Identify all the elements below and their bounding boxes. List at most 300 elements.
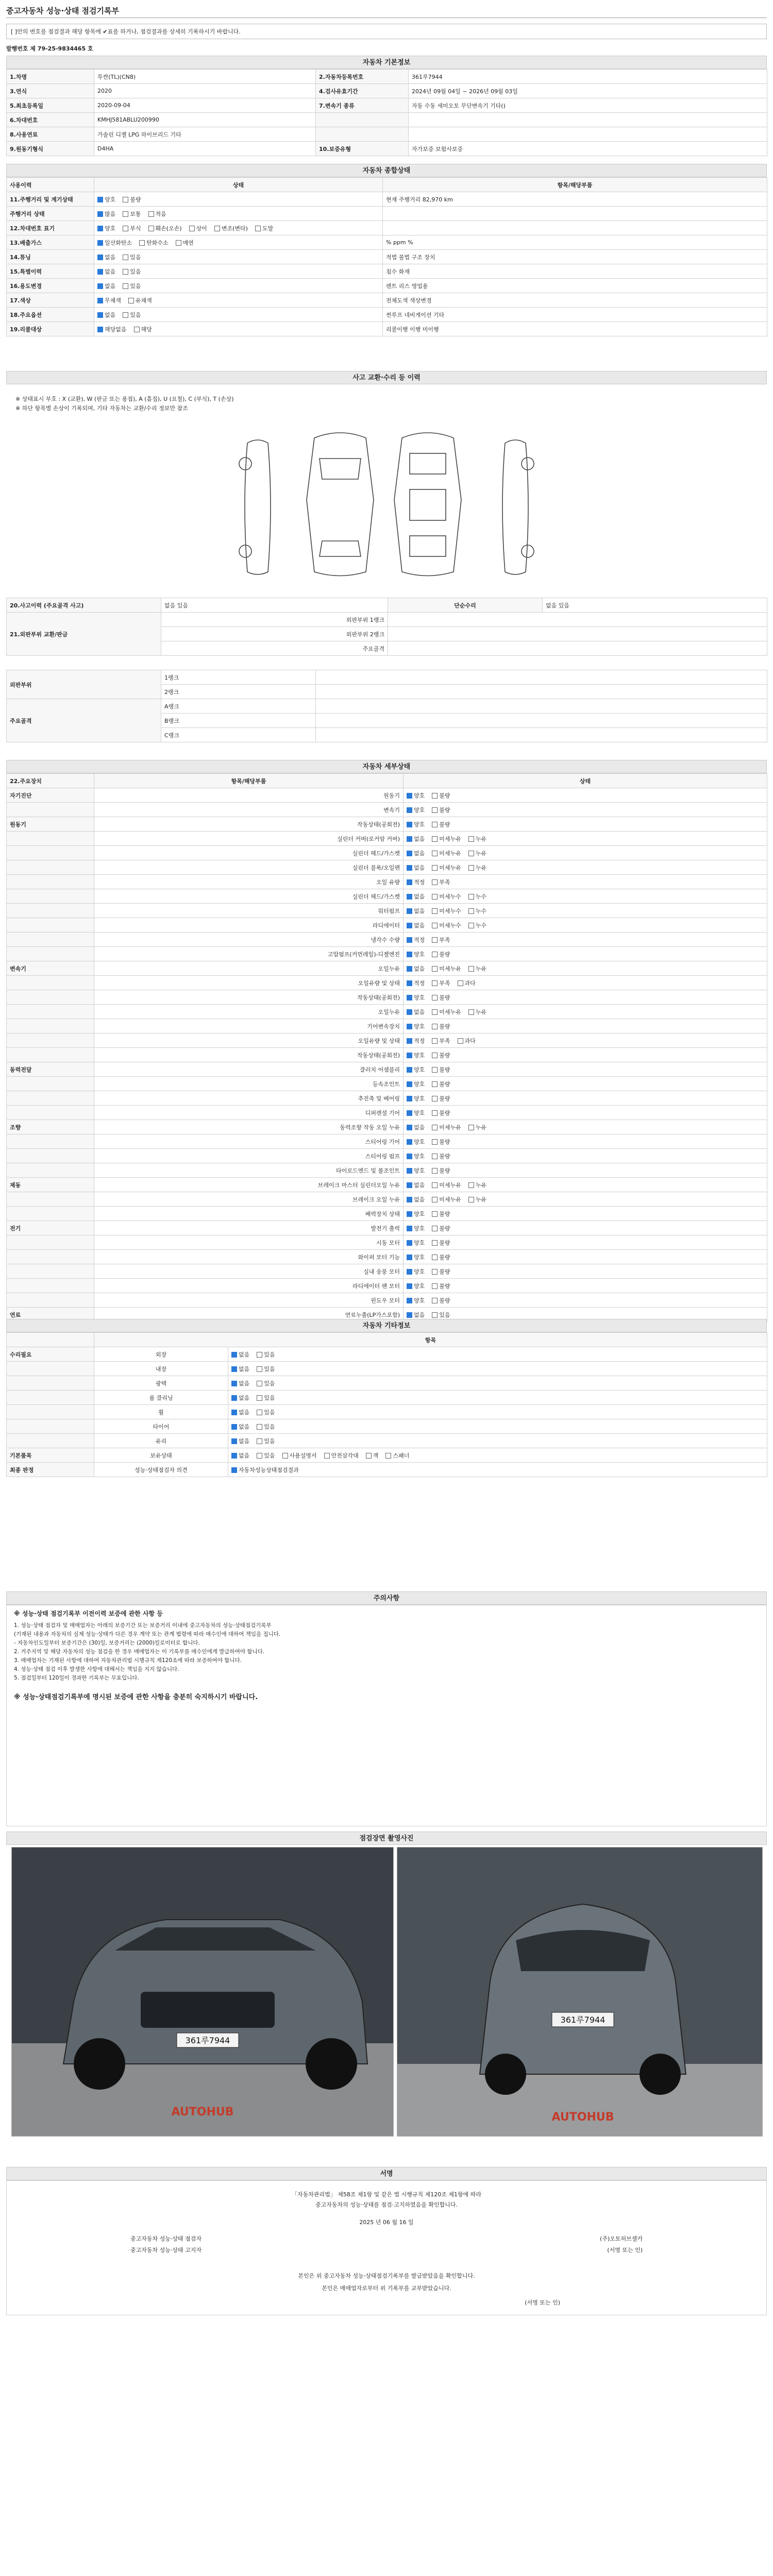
other-group [7,1391,94,1405]
frame-label: 주요골격 [161,641,388,656]
detail-row [7,875,767,889]
basic-label: 9.원동기형식 [7,142,94,156]
receiver-sign: (서명 또는 인) [525,2299,560,2306]
overall-label: 18.주요옵션 [7,308,94,322]
detail-status: 양호 불량 [404,1077,767,1091]
detail-item: 디퍼렌셜 기어 [94,1106,404,1120]
overall-detail: 렌트 리스 영업용 [383,279,767,293]
detail-row [7,1207,767,1221]
detail-row [7,1192,767,1207]
detail-item: 작동상태(공회전) [94,817,404,832]
detail-item: 기어변속장치 [94,1019,404,1033]
detail-status: 없음 미세누수 누수 [404,889,767,904]
basic-value2: 자가보증 보험사보증 [409,142,767,156]
detail-row [7,1149,767,1163]
basic-info-table [6,69,767,156]
detail-item: 스티어링 기어 [94,1134,404,1149]
detail-row [7,846,767,860]
detail-table [6,773,767,1322]
detail-status: 양호 불량 [404,1134,767,1149]
overall-row [7,192,767,207]
detail-group: 전기 [7,1221,94,1235]
notes-warning: ※ 성능·상태점검기록부에 명시된 보증에 관한 사항을 충분히 숙지하시기 바랍니다. [14,1693,258,1701]
car-right-side [502,440,528,574]
overall-status: 많음 보통 적음 [94,207,383,221]
detail-row [7,933,767,947]
detail-row [7,1235,767,1250]
frame-rear [410,536,446,556]
detail-group [7,803,94,817]
detail-row [7,832,767,846]
photo-front-scene [12,1848,393,2136]
detail-status: 없음 미세누유 누유 [404,1005,767,1019]
other-item: 룸 클리닝 [94,1391,228,1405]
other-row [7,1463,767,1477]
other-item: 유리 [94,1434,228,1448]
accident-label: 20.사고이력 (주요골격 사고) [7,598,161,613]
windshield-top [320,459,361,479]
inspector-name: (주)오토허브셀카 [600,2235,643,2242]
detail-row [7,947,767,961]
section-basic-header: 자동차 기본정보 [6,56,767,69]
detail-row [7,990,767,1005]
rear-brand-text: AUTOHUB [551,2111,614,2124]
detail-item: 라디에이터 [94,918,404,933]
detail-group [7,1207,94,1221]
detail-status: 양호 불량 [404,1279,767,1293]
detail-status: 없음 미세누유 누유 [404,961,767,976]
section-notes-header: 주의사항 [6,1591,767,1605]
other-value: 없음 있음 [228,1376,767,1391]
detail-row [7,1062,767,1077]
basic-row [7,127,767,142]
rear-glass-top [320,541,361,556]
detail-item: 브레이크 오일 누유 [94,1192,404,1207]
overall-status: 양호 부식 훼손(오손) 상이 변조(변타) 도말 [94,221,383,235]
overall-detail: 리콜이행 이행 미이행 [383,322,767,336]
overall-label: 12.차대번호 표기 [7,221,94,235]
basic-label: 1.차명 [7,70,94,84]
overall-label: 19.리콜대상 [7,322,94,336]
basic-label2: 7.변속기 종류 [316,98,409,113]
basic-value: 2020-09-04 [94,98,316,113]
detail-row [7,904,767,918]
detail-row [7,1178,767,1192]
detail-status: 양호 불량 [404,1250,767,1264]
detail-row [7,961,767,976]
detail-item: 시동 모터 [94,1235,404,1250]
detail-row [7,1048,767,1062]
other-item: 외장 [94,1347,228,1362]
section-detail-header: 자동차 세부상태 [6,760,767,773]
photo-rear-scene [397,1848,762,2136]
detail-group [7,1033,94,1048]
receive-text: 본인은 위 중고자동차 성능·상태점검기록부를 발급받았음을 확인합니다. [298,2273,475,2279]
basic-label: 3.연식 [7,84,94,98]
detail-group [7,1091,94,1106]
detail-item: 원동기 [94,788,404,803]
detail-item: 동력조향 작동 오일 누유 [94,1120,404,1134]
overall-label: 13.배출가스 [7,235,94,250]
other-item: 휠 [94,1405,228,1419]
other-value: 없음 있음 [228,1419,767,1434]
exchange-detail-table: 외판부위 1랭크 2랭크 주요골격 A랭크 B랭크 C랭크 [6,670,767,742]
basic-label2: 2.자동차등록번호 [316,70,409,84]
detail-status: 적정 부족 과다 [404,1033,767,1048]
notes-line: 5. 점검일부터 120일이 경과한 기록부는 무효입니다. [14,1675,139,1681]
detail-status: 없음 있음 [404,1308,767,1322]
detail-item: 클러치 어셈블리 [94,1062,404,1077]
inspection-photo-rear [397,1847,763,2137]
detail-group: 자기진단 [7,788,94,803]
notes-line: 4. 성능·상태 점검 이후 발생한 사항에 대해서는 책임을 지지 않습니다. [14,1666,179,1672]
detail-group [7,933,94,947]
detail-row [7,1163,767,1178]
exterior-label: 외판부위 [7,670,161,699]
damage-legend [15,395,234,413]
detail-group [7,947,94,961]
detail-item: 윈도우 모터 [94,1293,404,1308]
basic-row [7,84,767,98]
rear-plate-text: 361루7944 [560,2015,606,2025]
notifier-label: 중고자동차 성능·상태 고지자 [130,2247,202,2253]
inspector-label: 중고자동차 성능·상태 점검자 [130,2235,202,2242]
detail-group [7,1005,94,1019]
accident-table [6,598,767,656]
car-frame-view [394,433,461,576]
other-value: 없음 있음 [228,1362,767,1376]
detail-item: 타이로드엔드 및 볼조인트 [94,1163,404,1178]
detail-item: 등속조인트 [94,1077,404,1091]
detail-row [7,1091,767,1106]
detail-status: 양호 불량 [404,1106,767,1120]
detail-group [7,1048,94,1062]
detail-item: 스티어링 펌프 [94,1149,404,1163]
detail-item: 와이퍼 모터 기능 [94,1250,404,1264]
detail-status: 없음 미세누유 누유 [404,832,767,846]
overall-detail [383,221,767,235]
section-sign-header: 서명 [6,2167,767,2180]
detail-status: 양호 불량 [404,1048,767,1062]
other-row [7,1347,767,1362]
detail-status: 양호 불량 [404,1207,767,1221]
overall-status: 없음 있음 [94,279,383,293]
section-damage-header: 사고 교환·수리 등 이력 [6,371,767,384]
detail-row [7,1120,767,1134]
other-value: 없음 있음 [228,1434,767,1448]
other-group [7,1419,94,1434]
wheel-rear-right [522,545,534,557]
basic-value: KMHJ581ABLU200990 [94,113,316,127]
accident-value: 없음 있음 [161,598,388,613]
detail-status: 양호 불량 [404,1221,767,1235]
basic-value2: 자동 수동 세미오토 무단변속기 기타() [409,98,767,113]
detail-group: 제동 [7,1178,94,1192]
overall-row [7,235,767,250]
notes-line: (기재된 내용과 자동차의 실제 성능·상태가 다른 경우 계약 또는 관계 법령에 따라 매수인에 대하여 책임을 집니다. [14,1631,281,1637]
detail-row [7,817,767,832]
overall-status: 없음 있음 [94,308,383,322]
other-item: 타이어 [94,1419,228,1434]
detail-status: 양호 불량 [404,947,767,961]
basic-row [7,113,767,127]
detail-group [7,860,94,875]
detail-group [7,846,94,860]
overall-label: 15.특별이력 [7,264,94,279]
wheel-rear-left [239,545,251,557]
detail-group [7,904,94,918]
overall-status: 일산화탄소 탄화수소 매연 [94,235,383,250]
overall-col-usage: 사용이력 [7,178,94,192]
detail-col-device: 22.주요장치 [7,774,94,788]
detail-group [7,1019,94,1033]
other-item: 내장 [94,1362,228,1376]
detail-row [7,1293,767,1308]
detail-item: 변속기 [94,803,404,817]
detail-status: 양호 불량 [404,1293,767,1308]
detail-group: 연료 [7,1308,94,1322]
detail-status: 없음 미세누유 누유 [404,846,767,860]
overall-status: 없음 있음 [94,250,383,264]
detail-status: 양호 불량 [404,1149,767,1163]
notifier-sign: (서명 또는 인) [607,2247,643,2253]
detail-row [7,1250,767,1264]
basic-label2 [316,127,409,142]
other-value: 없음 있음 [228,1391,767,1405]
other-group: 기본품목 [7,1448,94,1463]
other-group [7,1362,94,1376]
detail-group [7,1134,94,1149]
detail-group [7,875,94,889]
detail-row [7,1221,767,1235]
simple-repair-label: 단순수리 [388,598,543,613]
overall-row [7,322,767,336]
damage-legend-line1: ※ 상태표시 부호 : X (교환), W (판금 또는 용접), A (흠집), U (요철), C (부식), T (손상) [15,396,234,402]
overall-status: 무채색 유채색 [94,293,383,308]
car-top-view [307,433,374,576]
basic-value2: 2024년 09월 04일 ~ 2026년 09월 03일 [409,84,767,98]
basic-value: 투싼(TL)(CN8) [94,70,316,84]
notes-line: 1. 성능·상태 점검자 및 매매업자는 아래의 보증기간 또는 보증거리 이내에 중고자동차의 성능·상태점검기록부 [14,1622,272,1629]
detail-status: 적정 부족 [404,875,767,889]
detail-group: 원동기 [7,817,94,832]
detail-row [7,803,767,817]
detail-status: 없음 미세누유 누유 [404,860,767,875]
other-row [7,1419,767,1434]
detail-item: 실린더 헤드/가스켓 [94,889,404,904]
basic-value2: 361루7944 [409,70,767,84]
major-frame-label: 주요골격 [7,699,161,742]
overall-label: 14.튜닝 [7,250,94,264]
detail-item: 작동상태(공회전) [94,990,404,1005]
detail-item: 오일유량 및 상태 [94,976,404,990]
rank1-label: 외판부위 1랭크 [161,613,388,627]
detail-group [7,1250,94,1264]
receive-text2: 본인은 매매업자로부터 위 기록부를 교부받았습니다. [322,2285,451,2292]
overall-status: 없음 있음 [94,264,383,279]
detail-row [7,1279,767,1293]
detail-row [7,1033,767,1048]
detail-row [7,976,767,990]
basic-row [7,98,767,113]
detail-group [7,1077,94,1091]
detail-item: 냉각수 수량 [94,933,404,947]
detail-col-item: 항목/해당부품 [94,774,404,788]
other-group: 수리필요 [7,1347,94,1362]
front-brand-text: AUTOHUB [171,2106,234,2119]
other-row [7,1434,767,1448]
detail-group [7,1293,94,1308]
cert-number: 발행번호 제 79-25-9834465 호 [6,45,93,52]
detail-status: 양호 불량 [404,1019,767,1033]
sign-text2: 중고자동차의 성능·상태를 점검·고지하였음을 확인합니다. [315,2201,458,2208]
detail-row [7,1019,767,1033]
overall-detail: 현재 주행거리 82,970 km [383,192,767,207]
basic-label: 6.차대번호 [7,113,94,127]
detail-item: 추진축 및 베어링 [94,1091,404,1106]
detail-status: 적정 부족 [404,933,767,947]
rank2-label: 외판부위 2랭크 [161,627,388,641]
overall-label: 17.색상 [7,293,94,308]
detail-status: 양호 불량 [404,817,767,832]
detail-row [7,788,767,803]
other-row [7,1405,767,1419]
overall-row [7,221,767,235]
detail-item: 오일유량 및 상태 [94,1033,404,1048]
other-group: 최종 판정 [7,1463,94,1477]
detail-status: 적정 부족 과다 [404,976,767,990]
detail-item: 실린더 커버(로커암 커버) [94,832,404,846]
sign-area [6,2180,767,2315]
detail-row [7,918,767,933]
overall-detail: 전체도색 색상변경 [383,293,767,308]
detail-item: 고압펌프(커먼레일)-디젤엔진 [94,947,404,961]
detail-group [7,1163,94,1178]
other-value: 없음 있음 [228,1405,767,1419]
other-item: 광택 [94,1376,228,1391]
basic-value2 [409,113,767,127]
simple-repair-value: 없음 있음 [543,598,767,613]
detail-row [7,1077,767,1091]
other-row [7,1362,767,1376]
document-title: 중고자동차 성능·상태 점검기록부 [6,6,120,15]
other-value: 자동차성능상태점검결과 [228,1463,767,1477]
other-row [7,1376,767,1391]
detail-item: 워터펌프 [94,904,404,918]
detail-status: 양호 불량 [404,803,767,817]
detail-group [7,1264,94,1279]
detail-status: 양호 불량 [404,788,767,803]
notice-box [6,24,767,39]
section-photos-header: 점검장면 촬영사진 [6,1832,767,1845]
detail-group [7,889,94,904]
detail-status: 양호 불량 [404,1235,767,1250]
detail-group [7,1235,94,1250]
basic-label2 [316,113,409,127]
detail-status: 없음 미세누수 누수 [404,918,767,933]
detail-group [7,918,94,933]
other-value: 없음 있음 [228,1347,767,1362]
basic-value: 가솔린 디젤 LPG 하이브리드 기타 [94,127,316,142]
detail-item: 오일누유 [94,961,404,976]
notes-line: 2. 거주지역 및 해당 자동차의 성능 점검을 한 경우 매매업자는 이 기록부를 매수인에게 발급하여야 합니다. [14,1649,265,1655]
detail-group: 동력전달 [7,1062,94,1077]
detail-item: 라디에이터 팬 모터 [94,1279,404,1293]
overall-status: 해당없음 해당 [94,322,383,336]
notes-head: ※ 성능·상태 점검기록부 이전이력 보증에 관한 사항 등 [14,1610,163,1617]
other-group [7,1376,94,1391]
detail-status: 양호 불량 [404,1163,767,1178]
overall-row [7,293,767,308]
detail-item: 실린더 블록/오일팬 [94,860,404,875]
frame-front [410,453,446,474]
other-group [7,1405,94,1419]
overall-row [7,264,767,279]
detail-group [7,990,94,1005]
basic-label2: 4.검사유효기간 [316,84,409,98]
basic-value: 2020 [94,84,316,98]
detail-status: 양호 불량 [404,1264,767,1279]
detail-group: 조향 [7,1120,94,1134]
frame-center [410,489,446,520]
detail-status: 없음 미세누수 누수 [404,904,767,918]
other-row [7,1448,767,1463]
detail-status: 양호 불량 [404,1062,767,1077]
detail-item: 연료누출(LP가스포함) [94,1308,404,1322]
overall-detail: 썬루프 네비게이션 기타 [383,308,767,322]
overall-row [7,250,767,264]
detail-group [7,832,94,846]
notes-line: - 자동차인도일부터 보증기간은 (30)일, 보증거리는 (2000)킬로미터로 합니다. [14,1640,200,1646]
detail-item: 오일 유량 [94,875,404,889]
detail-item: 발전기 출력 [94,1221,404,1235]
detail-row [7,1005,767,1019]
detail-group: 변속기 [7,961,94,976]
detail-item: 배력장치 상태 [94,1207,404,1221]
sign-text1: 「자동차관리법」 제58조 제1항 및 같은 법 시행규칙 제120조 제1항에 따라 [291,2191,482,2198]
detail-status: 양호 불량 [404,1091,767,1106]
overall-detail [383,207,767,221]
overall-col-detail: 항목/해당부품 [383,178,767,192]
overall-detail: 적법 불법 구조 장치 [383,250,767,264]
overall-row [7,308,767,322]
car-damage-diagram [227,422,546,587]
basic-label: 8.사용연료 [7,127,94,142]
basic-label: 5.최초등록일 [7,98,94,113]
detail-group [7,1279,94,1293]
detail-col-status: 상태 [404,774,767,788]
overall-col-status: 상태 [94,178,383,192]
front-plate-text: 361루7944 [185,2036,230,2045]
basic-row [7,142,767,156]
detail-row [7,889,767,904]
exchange-label: 21.외판부위 교환/판금 [7,613,161,656]
detail-item: 실린더 헤드/가스켓 [94,846,404,860]
other-item: 보유상태 [94,1448,228,1463]
section-overall-header: 자동차 종합상태 [6,164,767,177]
detail-item: 브레이크 마스터 실린더오일 누유 [94,1178,404,1192]
damage-legend-line2: ※ 하단 항목별 손상이 기록되며, 기타 자동차는 교환/수리 정보만 참조 [15,405,188,412]
detail-item: 작동상태(공회전) [94,1048,404,1062]
overall-detail: 침수 화재 [383,264,767,279]
car-left-side [245,440,271,574]
notes-box [6,1605,767,1826]
other-group [7,1434,94,1448]
other-col-item: 항목 [94,1333,767,1347]
basic-row [7,70,767,84]
section-other-header: 자동차 기타정보 [6,1319,767,1332]
detail-status: 없음 미세누유 누유 [404,1192,767,1207]
